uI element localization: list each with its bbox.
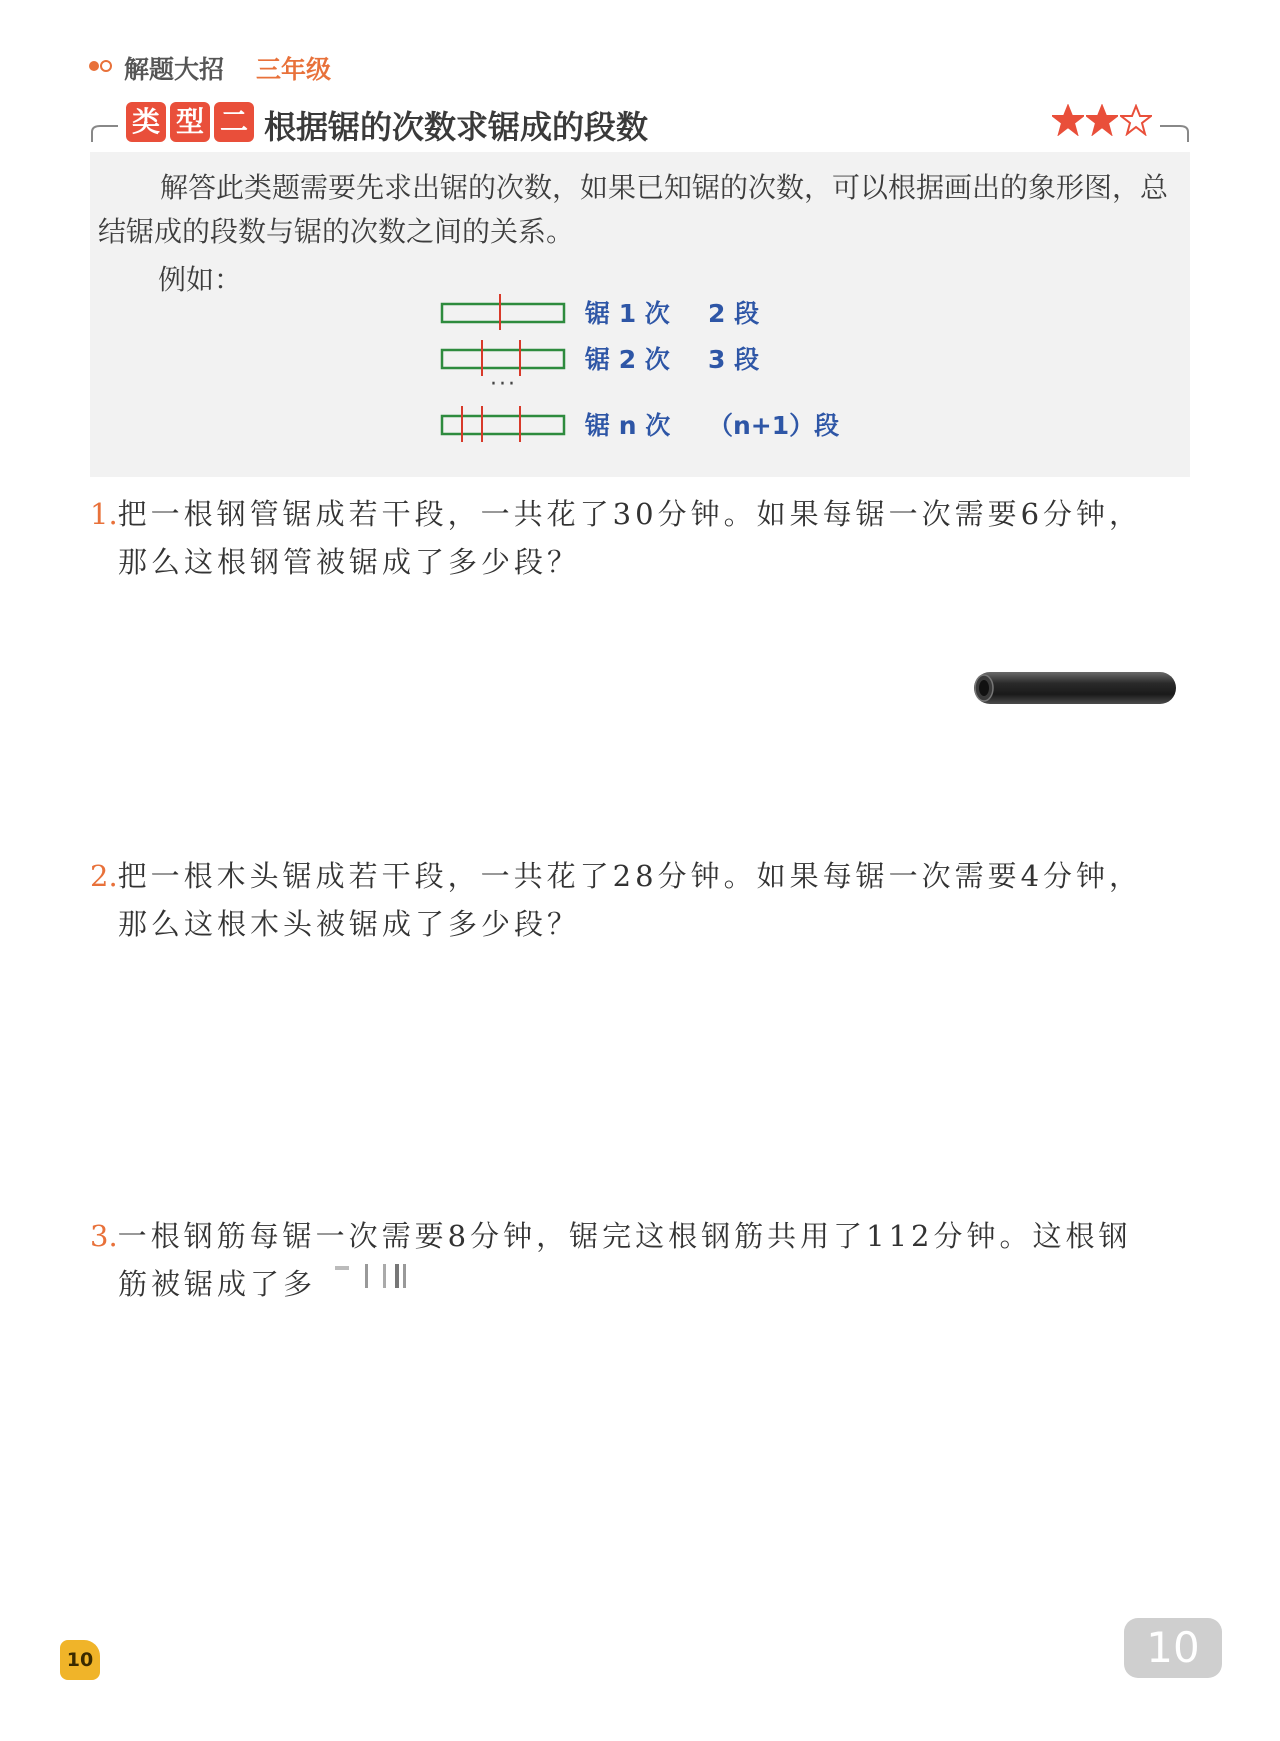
question-number: 3. xyxy=(90,1219,118,1253)
pieces-label: （n+1）段 xyxy=(708,411,840,440)
log-diagram-icon xyxy=(440,292,570,332)
type-badge xyxy=(126,102,254,142)
pieces-label: 3 段 xyxy=(708,345,760,374)
question-number: 1. xyxy=(90,497,118,531)
scan-smudge xyxy=(335,1262,425,1292)
question-1 xyxy=(90,490,1200,586)
tip-text: 解答此类题需要先求出锯的次数，如果已知锯的次数，可以根据画出的象形图，总结锯成的段数与锯的次数之间的关系。 xyxy=(98,171,1169,248)
cuts-label: 锯 n 次 xyxy=(585,411,671,440)
type-badge-char: 类 xyxy=(126,102,166,142)
cuts-label: 锯 1 次 xyxy=(585,299,670,328)
star-empty-icon xyxy=(1120,104,1152,136)
question-text-line2: 那么这根钢管被锯成了多少段？ xyxy=(118,545,581,579)
question-3 xyxy=(90,1212,1200,1308)
question-text-line1: 把一根钢管锯成若干段，一共花了30分钟。如果每锯一次需要6分钟， xyxy=(117,497,1143,531)
book-title: 解题大招 xyxy=(124,55,225,84)
page-tag: 10 xyxy=(60,1640,100,1680)
question-text-line2: 筋被锯成了多 xyxy=(118,1267,317,1301)
question-text-line1: 一根钢筋每锯一次需要8分钟，锯完这根钢筋共用了112分钟。这根钢 xyxy=(117,1219,1132,1253)
grade-label: 三年级 xyxy=(256,55,332,84)
example-label: 例如： xyxy=(158,263,243,296)
pieces-label: 2 段 xyxy=(708,299,760,328)
type-badge-char: 型 xyxy=(170,102,210,142)
log-diagram-icon xyxy=(440,404,570,444)
question-text-line2: 那么这根木头被锯成了多少段？ xyxy=(118,907,581,941)
question-text-line1: 把一根木头锯成若干段，一共花了28分钟。如果每锯一次需要4分钟， xyxy=(117,859,1143,893)
steel-pipe-image xyxy=(970,670,1180,706)
section-title: 根据锯的次数求锯成的段数 xyxy=(264,108,649,146)
question-2 xyxy=(90,852,1200,948)
header-dots-icon xyxy=(88,58,114,74)
difficulty-stars xyxy=(1052,104,1152,136)
star-filled-icon xyxy=(1052,104,1084,136)
question-number: 2. xyxy=(90,859,118,893)
star-filled-icon xyxy=(1086,104,1118,136)
cuts-label: 锯 2 次 xyxy=(585,345,670,374)
type-badge-number: 二 xyxy=(214,102,254,142)
page-number-badge: 10 xyxy=(1124,1618,1222,1678)
ellipsis: ··· xyxy=(490,372,517,397)
